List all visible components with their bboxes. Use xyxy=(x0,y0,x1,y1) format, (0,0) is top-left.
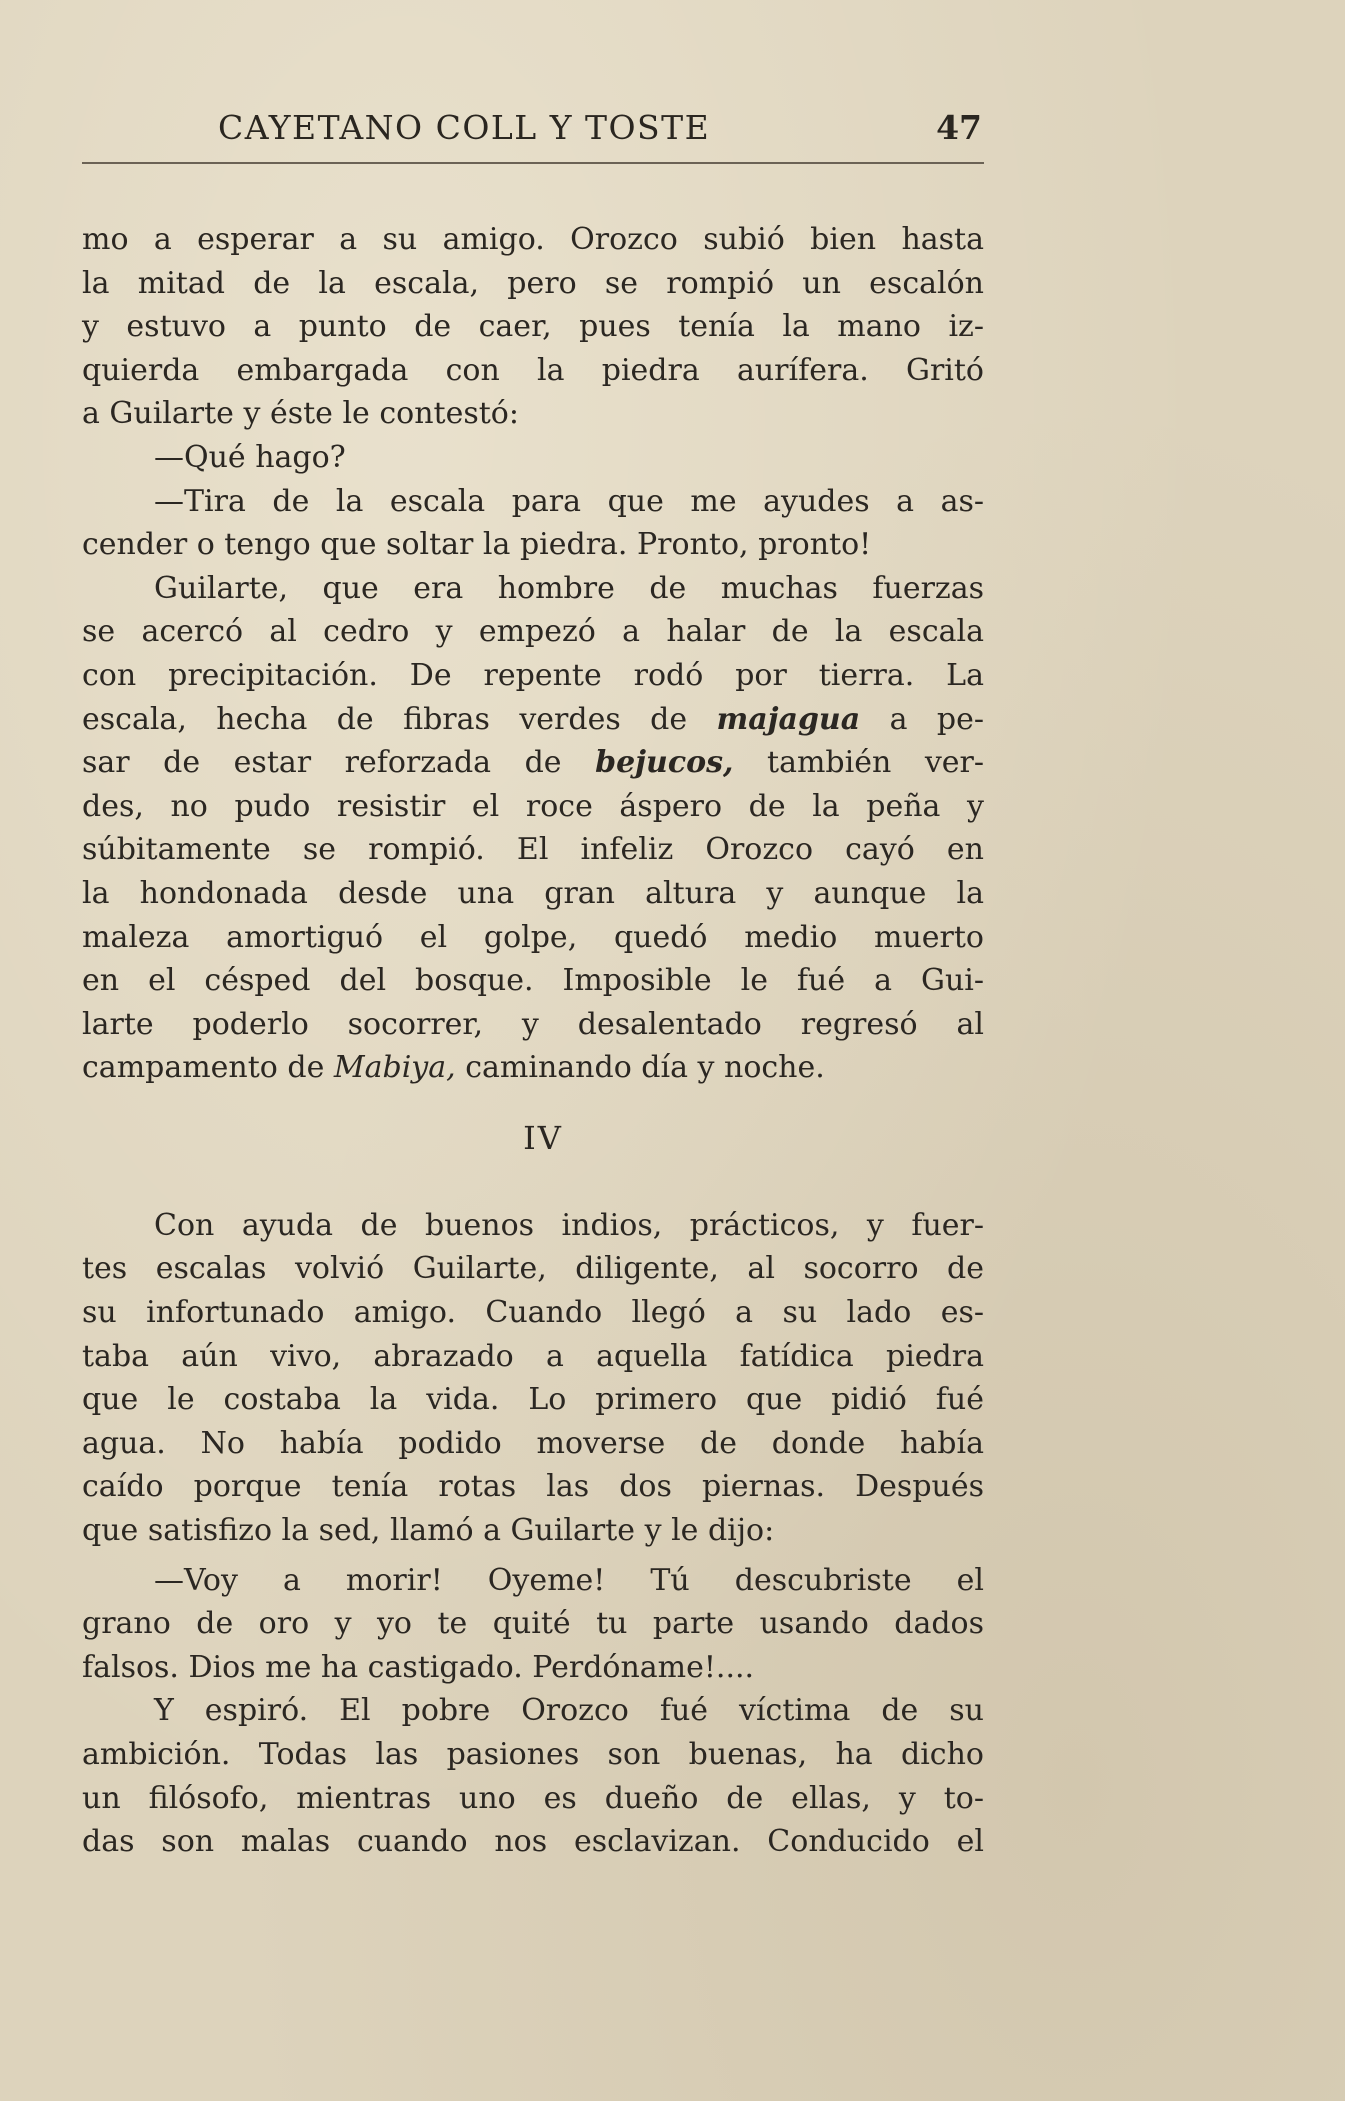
text-line: grano de oro y yo te quité tu parte usando dados xyxy=(82,1606,984,1642)
text-line: la mitad de la escala, pero se rompió un escalón xyxy=(82,265,984,301)
text-line: súbitamente se rompió. El infeliz Orozco cayó en xyxy=(82,832,984,868)
line-segment: campamento de xyxy=(82,1050,325,1086)
text-line: en el césped del bosque. Imposible le fué a Gui- xyxy=(82,963,984,999)
line-segment: también ver- xyxy=(767,745,985,781)
line-segment: caminando día y noche. xyxy=(465,1050,825,1086)
text-line: maleza amortiguó el golpe, quedó medio muerto xyxy=(82,919,984,955)
line-segment: escala, hecha de fibras verdes de xyxy=(82,701,688,737)
text-line xyxy=(82,698,984,742)
text-line: con precipitación. De repente rodó por tierra. La xyxy=(82,657,984,693)
text-line: falsos. Dios me ha castigado. Perdóname!.... xyxy=(82,1649,755,1685)
text-line: das son malas cuando nos esclavizan. Conducido el xyxy=(82,1824,984,1860)
text-line: caído porque tenía rotas las dos piernas. Después xyxy=(82,1469,984,1505)
page-number: 47 xyxy=(936,108,982,147)
text-line: un filósofo, mientras uno es dueño de ellas, y to- xyxy=(82,1780,984,1816)
running-title: CAYETANO COLL Y TOSTE xyxy=(218,108,711,147)
text-line xyxy=(82,741,984,785)
section-heading: IV xyxy=(523,1118,563,1157)
text-line: a Guilarte y éste le contestó: xyxy=(82,396,519,432)
text-line: la hondonada desde una gran altura y aunque la xyxy=(82,875,984,911)
text-line: des, no pudo resistir el roce áspero de la peña y xyxy=(82,788,984,824)
text-line xyxy=(82,1046,984,1090)
text-line: Y espiró. El pobre Orozco fué víctima de su xyxy=(154,1693,984,1729)
text-line: su infortunado amigo. Cuando llegó a su lado es- xyxy=(82,1295,984,1331)
text-line: mo a esperar a su amigo. Orozco subió bien hasta xyxy=(82,222,984,257)
header-rule xyxy=(82,162,984,164)
italic-term: bejucos, xyxy=(595,745,734,781)
text-line: que le costaba la vida. Lo primero que pidió fué xyxy=(82,1382,984,1418)
running-header xyxy=(82,108,984,158)
text-line: Guilarte, que era hombre de muchas fuerzas xyxy=(154,570,984,606)
text-line: cender o tengo que soltar la piedra. Pronto, pronto! xyxy=(82,527,872,563)
text-line: Con ayuda de buenos indios, prácticos, y fuer- xyxy=(154,1207,984,1243)
text-line: ambición. Todas las pasiones son buenas, ha dicho xyxy=(82,1737,984,1772)
text-line: tes escalas volvió Guilarte, diligente, al socorro de xyxy=(82,1251,984,1287)
text-line: larte poderlo socorrer, y desalentado regresó al xyxy=(82,1006,984,1042)
line-segment: a pe- xyxy=(889,701,984,737)
text-line: y estuvo a punto de caer, pues tenía la mano iz- xyxy=(82,309,984,345)
line-segment: sar de estar reforzada de xyxy=(82,745,562,781)
text-line: agua. No había podido moverse de donde había xyxy=(82,1425,984,1461)
italic-term: Mabiya, xyxy=(333,1050,456,1086)
dialogue-line: —Tira de la escala para que me ayudes a as- xyxy=(154,483,984,519)
book-page xyxy=(82,0,984,2101)
text-line: taba aún vivo, abrazado a aquella fatídica piedra xyxy=(82,1338,984,1374)
text-line: se acercó al cedro y empezó a halar de la escala xyxy=(82,614,984,650)
dialogue-line: —Qué hago? xyxy=(154,439,346,475)
italic-term: majagua xyxy=(716,701,861,737)
text-line: quierda embargada con la piedra aurífera. Gritó xyxy=(82,352,984,388)
body-text xyxy=(82,218,984,1864)
text-line: que satisfizo la sed, llamó a Guilarte y le dijo: xyxy=(82,1513,775,1549)
dialogue-line: —Voy a morir! Oyeme! Tú descubriste el xyxy=(154,1562,984,1598)
